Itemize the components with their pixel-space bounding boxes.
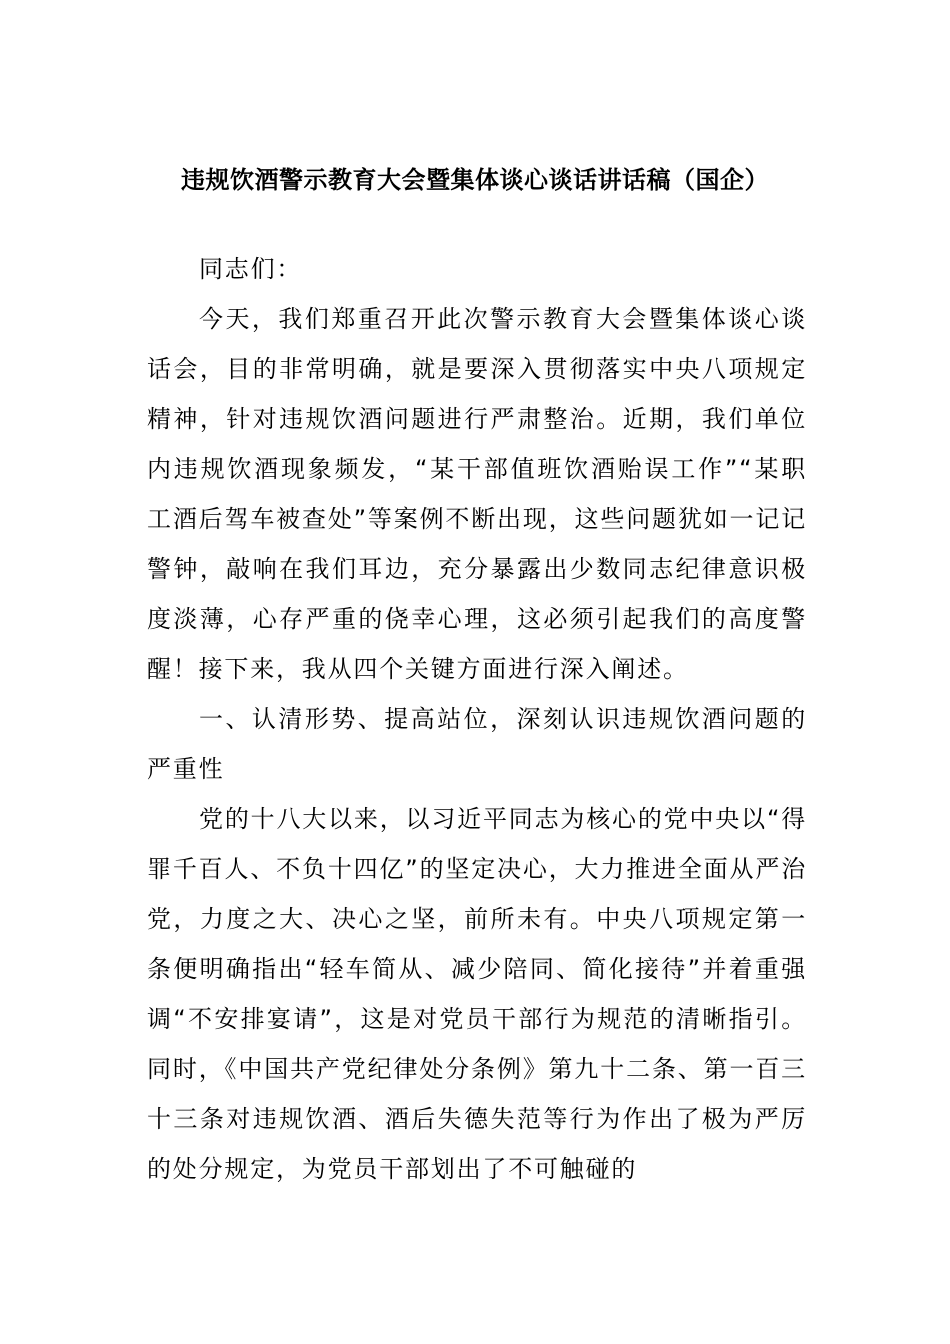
section-heading: 一、认清形势、提高站位，深刻认识违规饮酒问题的严重性 (147, 705, 807, 783)
body-paragraph: 党的十八大以来，以习近平同志为核心的党中央以“得罪千百人、不负十四亿”的坚定决心，大力推进全面从严治党，力度之大、决心之坚，前所未有。中央八项规定第一条便明确指出“轻车简从、减少陪同、简化接待”并着重强调“不安排宴请”，这是对党员干部行为规范的清晰指引。同时，《中国共产党纪律处分条例》第九十二条、第一百三十三条对违规饮酒、酒后失德失范等行为作出了极为严厉的处分规定，为党员干部划出了不可触碰的 (147, 805, 807, 1183)
intro-paragraph: 今天，我们郑重召开此次警示教育大会暨集体谈心谈话会，目的非常明确，就是要深入贯彻落实中央八项规定精神，针对违规饮酒问题进行严肃整治。近期，我们单位内违规饮酒现象频发，“某干部值班饮酒贻误工作”“某职工酒后驾车被查处”等案例不断出现，这些问题犹如一记记警钟，敲响在我们耳边，充分暴露出少数同志纪律意识极度淡薄，心存严重的侥幸心理，这必须引起我们的高度警醒！接下来，我从四个关键方面进行深入阐述。 (147, 305, 807, 683)
salutation-paragraph: 同志们： (199, 255, 303, 283)
document-body (147, 244, 807, 1194)
document-title: 违规饮酒警示教育大会暨集体谈心谈话讲话稿（国企） (181, 165, 769, 194)
